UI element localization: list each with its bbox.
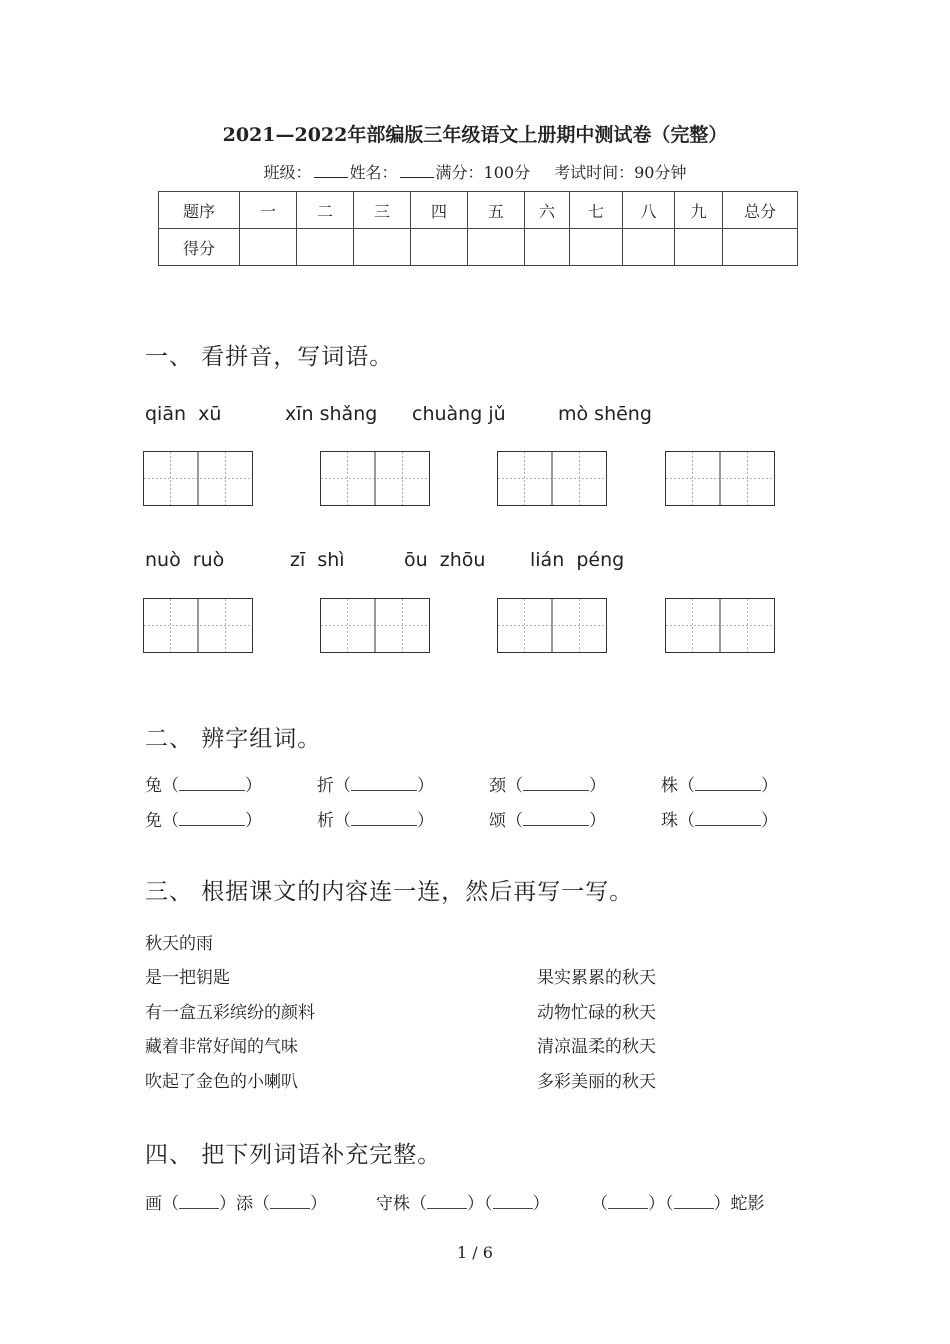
table-cell: 总分	[723, 192, 798, 229]
writing-grid[interactable]	[497, 451, 607, 506]
page-number: 1 / 6	[457, 1243, 493, 1262]
open-paren: （	[678, 811, 695, 831]
score-cell[interactable]	[723, 229, 798, 266]
open-paren: （	[334, 776, 351, 796]
writing-grid[interactable]	[665, 598, 775, 653]
char: 株	[661, 776, 678, 796]
score-cell[interactable]	[240, 229, 297, 266]
open-paren: （	[410, 1194, 427, 1214]
close-paren: ）	[532, 1194, 550, 1214]
char: 颂	[489, 811, 506, 831]
open-paren: （	[253, 1194, 270, 1214]
writing-grid[interactable]	[320, 451, 430, 506]
section-3-heading: 三、 根据课文的内容连一连，然后再写一写。	[145, 879, 634, 905]
close-paren: ）	[648, 1194, 665, 1214]
match-right-item[interactable]: 果实累累的秋天	[537, 968, 656, 988]
score-cell[interactable]	[468, 229, 525, 266]
table-cell: 七	[570, 192, 623, 229]
idiom-char: 添	[236, 1194, 253, 1214]
char: 析	[317, 811, 334, 831]
open-paren: （	[506, 811, 523, 831]
table-cell: 八	[623, 192, 675, 229]
word-item	[661, 771, 778, 796]
table-cell: 三	[354, 192, 411, 229]
pinyin-label: xīn shǎng	[285, 403, 378, 425]
pinyin-label: qiān xū	[145, 403, 222, 425]
open-paren: （	[484, 1194, 493, 1214]
close-paren: ）	[245, 811, 262, 831]
open-paren: （	[665, 1194, 674, 1214]
char: 颈	[489, 776, 506, 796]
close-paren: ）	[417, 776, 434, 796]
close-paren: ）	[310, 1194, 327, 1214]
word-item	[489, 806, 606, 831]
section-2-heading: 二、 辨字组词。	[145, 726, 322, 752]
table-cell: 九	[675, 192, 723, 229]
match-intro: 秋天的雨	[145, 934, 213, 954]
open-paren: （	[162, 811, 179, 831]
idiom-char: 守株	[376, 1194, 410, 1214]
score-cell[interactable]	[675, 229, 723, 266]
word-item	[661, 806, 778, 831]
answer-blank[interactable]	[351, 809, 417, 826]
answer-blank[interactable]	[493, 1192, 533, 1209]
answer-blank[interactable]	[523, 774, 589, 791]
answer-blank[interactable]	[523, 809, 589, 826]
score-cell[interactable]	[525, 229, 570, 266]
answer-blank[interactable]	[695, 809, 761, 826]
score-table-score-row	[159, 229, 798, 266]
close-paren: ）	[589, 776, 606, 796]
close-paren: ）	[467, 1194, 484, 1214]
page-title: 2021—2022年部编版三年级语文上册期中测试卷（完整）	[222, 124, 728, 146]
open-paren: （	[162, 1194, 179, 1214]
name-blank[interactable]	[400, 163, 434, 178]
word-item	[317, 806, 434, 831]
idiom-item	[145, 1189, 327, 1214]
writing-grid[interactable]	[665, 451, 775, 506]
match-right-item[interactable]: 清凉温柔的秋天	[537, 1037, 656, 1057]
answer-blank[interactable]	[179, 774, 245, 791]
score-cell[interactable]	[570, 229, 623, 266]
close-paren: ）	[245, 776, 262, 796]
pinyin-label: nuò ruò	[145, 549, 225, 571]
char: 兔	[145, 776, 162, 796]
class-blank[interactable]	[314, 163, 348, 178]
pinyin-label: ōu zhōu	[404, 549, 486, 571]
answer-blank[interactable]	[179, 809, 245, 826]
match-left-item[interactable]: 藏着非常好闻的气味	[145, 1037, 298, 1057]
answer-blank[interactable]	[427, 1192, 467, 1209]
open-paren: （	[162, 776, 179, 796]
close-paren: ）	[417, 811, 434, 831]
table-cell: 得分	[159, 229, 240, 266]
score-cell[interactable]	[297, 229, 354, 266]
section-4-heading: 四、 把下列词语补充完整。	[145, 1142, 442, 1168]
score-cell[interactable]	[411, 229, 468, 266]
match-left-item[interactable]: 有一盒五彩缤纷的颜料	[145, 1003, 315, 1023]
match-left-item[interactable]: 是一把钥匙	[145, 968, 230, 988]
idiom-item	[376, 1189, 550, 1214]
word-item	[489, 771, 606, 796]
pinyin-label: chuàng jǔ	[412, 403, 506, 425]
close-paren: ）	[761, 811, 778, 831]
open-paren: （	[678, 776, 695, 796]
table-cell: 六	[525, 192, 570, 229]
close-paren: ）	[761, 776, 778, 796]
pinyin-label: lián péng	[530, 549, 625, 571]
writing-grid[interactable]	[143, 598, 253, 653]
word-item	[145, 771, 262, 796]
score-cell[interactable]	[354, 229, 411, 266]
table-cell: 四	[411, 192, 468, 229]
answer-blank[interactable]	[179, 1192, 219, 1209]
table-cell: 二	[297, 192, 354, 229]
match-right-item[interactable]: 动物忙碌的秋天	[537, 1003, 656, 1023]
close-paren: ）	[219, 1194, 236, 1214]
full-score: 满分：100分	[435, 163, 531, 182]
table-cell: 一	[240, 192, 297, 229]
char: 珠	[661, 811, 678, 831]
match-right-item[interactable]: 多彩美丽的秋天	[537, 1072, 656, 1092]
match-left-item[interactable]: 吹起了金色的小喇叭	[145, 1072, 298, 1092]
table-cell: 题序	[159, 192, 240, 229]
table-cell: 五	[468, 192, 525, 229]
word-item	[145, 806, 262, 831]
char: 免	[145, 811, 162, 831]
pinyin-label: zī shì	[290, 549, 345, 571]
exam-info	[0, 160, 950, 183]
score-table-header-row	[159, 192, 798, 229]
idiom-item	[591, 1189, 765, 1214]
answer-blank[interactable]	[695, 774, 761, 791]
writing-grid[interactable]	[320, 598, 430, 653]
char: 折	[317, 776, 334, 796]
section-1-heading: 一、 看拼音，写词语。	[145, 344, 394, 370]
close-paren: ）	[713, 1194, 731, 1214]
class-label: 班级：	[263, 163, 312, 182]
open-paren: （	[334, 811, 351, 831]
name-label: 姓名：	[349, 163, 398, 182]
close-paren: ）	[589, 811, 606, 831]
answer-blank[interactable]	[608, 1192, 648, 1209]
answer-blank[interactable]	[674, 1192, 714, 1209]
open-paren: （	[506, 776, 523, 796]
open-paren: （	[591, 1194, 608, 1214]
pinyin-label: mò shēng	[558, 403, 652, 425]
writing-grid[interactable]	[497, 598, 607, 653]
writing-grid[interactable]	[143, 451, 253, 506]
answer-blank[interactable]	[351, 774, 417, 791]
score-table	[158, 191, 798, 266]
score-cell[interactable]	[623, 229, 675, 266]
exam-time: 考试时间：90分钟	[554, 163, 687, 182]
answer-blank[interactable]	[270, 1192, 310, 1209]
word-item	[317, 771, 434, 796]
idiom-char: 画	[145, 1194, 162, 1214]
idiom-char: 蛇影	[730, 1194, 765, 1214]
